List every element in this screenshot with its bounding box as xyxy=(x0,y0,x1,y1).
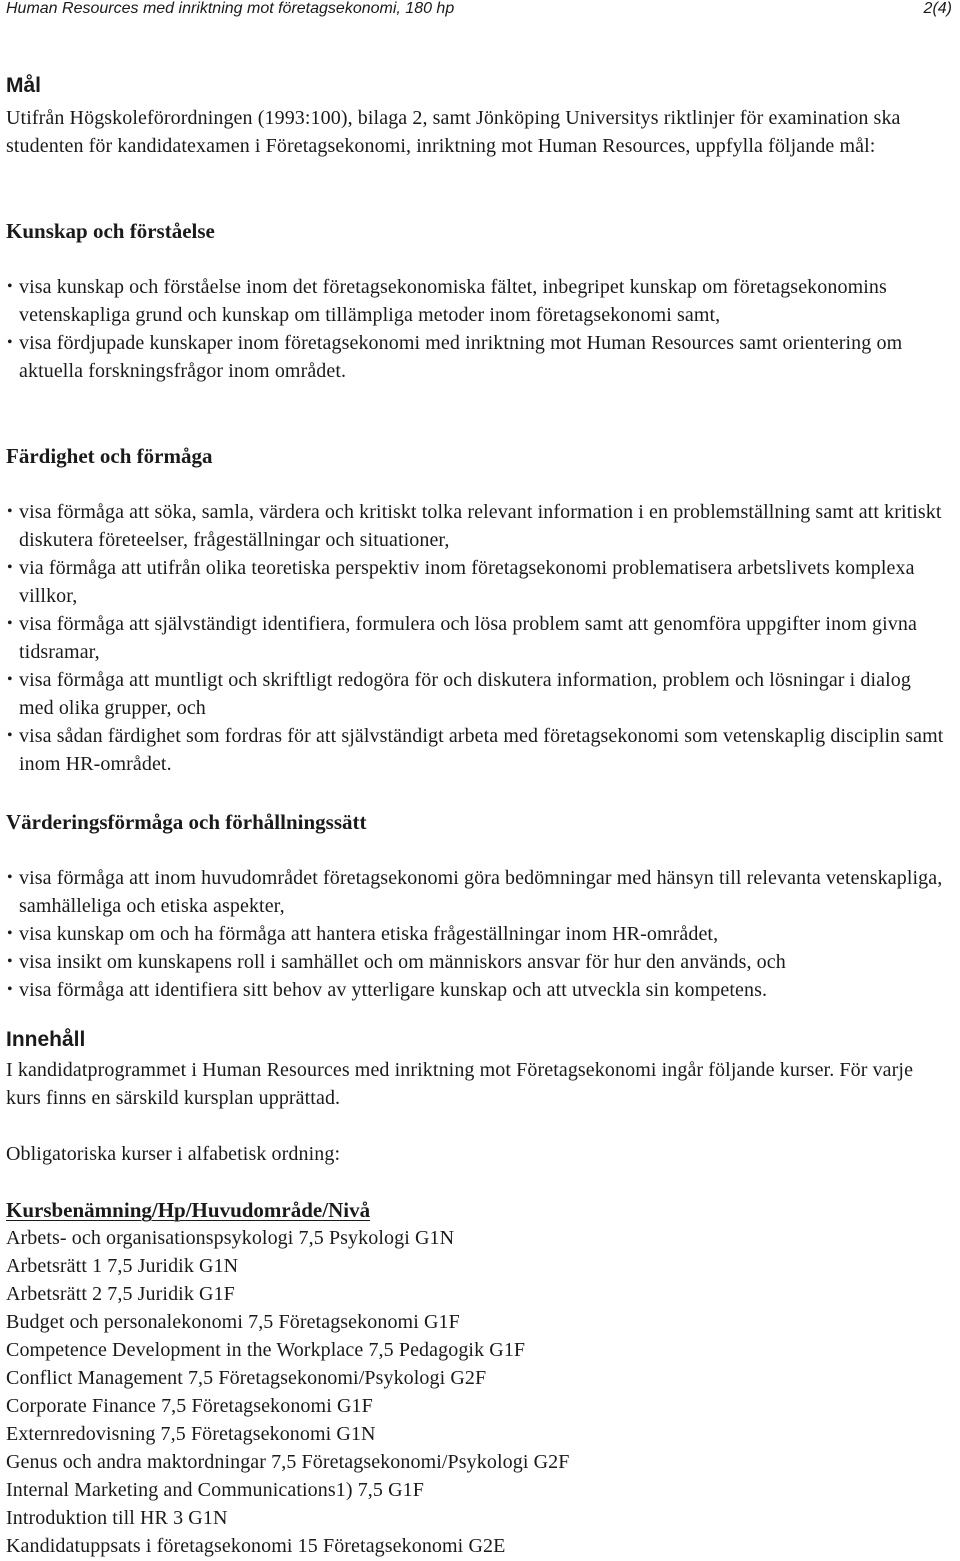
list-item-text: visa förmåga att muntligt och skriftligt redogöra för och diskutera information, problem och lösningar i dialog med olika grupper, och xyxy=(19,669,911,719)
mal-intro: Utifrån Högskoleförordningen (1993:100), bilaga 2, samt Jönköping Universitys riktlinjer för examination ska studenten för kandidatexamen i Företagsekonomi, inriktning mot Human Resources, uppfylla följande mål: xyxy=(6,107,901,157)
bullet-icon: • xyxy=(7,869,13,886)
heading-fardighet: Färdighet och förmåga xyxy=(6,444,213,468)
list-item-text: via förmåga att utifrån olika teoretiska perspektiv inom företagsekonomi problematisera arbetslivets komplexa villkor, xyxy=(19,557,915,607)
course-list xyxy=(6,1224,950,1560)
list-item-text: visa fördjupade kunskaper inom företagsekonomi med inriktning mot Human Resources samt orientering om aktuella forskningsfrågor inom området. xyxy=(19,332,903,382)
course-item: Arbets- och organisationspsykologi 7,5 Psykologi G1N xyxy=(6,1227,455,1249)
list-item-text: visa förmåga att självständigt identifiera, formulera och lösa problem samt att genomföra uppgifter inom givna tidsramar, xyxy=(19,613,917,663)
kunskap-list xyxy=(6,273,950,385)
course-item: Internal Marketing and Communications1) 7,5 G1F xyxy=(6,1479,424,1501)
heading-mal: Mål xyxy=(6,74,42,97)
page-number: 2(4) xyxy=(923,0,952,17)
bullet-icon: • xyxy=(7,334,13,351)
list-item xyxy=(6,948,956,976)
list-item-text: visa kunskap och förståelse inom det företagsekonomiska fältet, inbegripet kunskap om företagsekonomins vetenskapliga grund och kunskap om tillämpliga metoder inom företagsekonomi samt, xyxy=(19,276,887,326)
obligatoriska-label: Obligatoriska kurser i alfabetisk ordning: xyxy=(6,1143,341,1165)
course-item: Externredovisning 7,5 Företagsekonomi G1N xyxy=(6,1423,376,1445)
list-item xyxy=(6,976,956,1004)
bullet-icon: • xyxy=(7,615,13,632)
list-item-text: visa förmåga att identifiera sitt behov av ytterligare kunskap och att utveckla sin kompetens. xyxy=(19,979,768,1001)
bullet-icon: • xyxy=(7,278,13,295)
heading-vardering: Värderingsförmåga och förhållningssätt xyxy=(6,810,367,834)
course-table-heading: Kursbenämning/Hp/Huvudområde/Nivå xyxy=(6,1198,371,1222)
list-item xyxy=(6,722,950,778)
heading-innehall: Innehåll xyxy=(6,1028,86,1051)
list-item xyxy=(6,864,956,920)
list-item xyxy=(6,273,950,329)
list-item-text: visa förmåga att söka, samla, värdera och kritiskt tolka relevant information i en problemställning samt att kritiskt diskutera företeelser, frågeställningar och situationer, xyxy=(19,501,942,551)
course-item: Conflict Management 7,5 Företagsekonomi/Psykologi G2F xyxy=(6,1367,487,1389)
list-item xyxy=(6,920,956,948)
list-item xyxy=(6,498,950,554)
list-item-text: visa sådan färdighet som fordras för att självständigt arbeta med företagsekonomi som vetenskaplig disciplin samt inom HR-området. xyxy=(19,725,944,775)
course-item: Corporate Finance 7,5 Företagsekonomi G1F xyxy=(6,1395,373,1417)
bullet-icon: • xyxy=(7,953,13,970)
heading-kunskap: Kunskap och förståelse xyxy=(6,219,215,243)
innehall-intro: I kandidatprogrammet i Human Resources med inriktning mot Företagsekonomi ingår följande kurser. För varje kurs finns en särskild kursplan upprättad. xyxy=(6,1059,914,1109)
course-item: Arbetsrätt 1 7,5 Juridik G1N xyxy=(6,1255,239,1277)
vardering-list xyxy=(6,864,956,1004)
bullet-icon: • xyxy=(7,559,13,576)
course-item: Genus och andra maktordningar 7,5 Företagsekonomi/Psykologi G2F xyxy=(6,1451,570,1473)
header-title: Human Resources med inriktning mot företagsekonomi, 180 hp xyxy=(6,0,455,17)
bullet-icon: • xyxy=(7,727,13,744)
course-item: Arbetsrätt 2 7,5 Juridik G1F xyxy=(6,1283,235,1305)
fardighet-list xyxy=(6,498,950,778)
course-item: Budget och personalekonomi 7,5 Företagsekonomi G1F xyxy=(6,1311,460,1333)
page-header xyxy=(6,0,952,20)
list-item-text: visa kunskap om och ha förmåga att hantera etiska frågeställningar inom HR-området, xyxy=(19,923,719,945)
bullet-icon: • xyxy=(7,503,13,520)
course-item: Competence Development in the Workplace 7,5 Pedagogik G1F xyxy=(6,1339,526,1361)
course-item: Kandidatuppsats i företagsekonomi 15 Företagsekonomi G2E xyxy=(6,1535,506,1557)
bullet-icon: • xyxy=(7,981,13,998)
list-item-text: visa insikt om kunskapens roll i samhället och om människors ansvar för hur den används, och xyxy=(19,951,786,973)
course-item: Introduktion till HR 3 G1N xyxy=(6,1507,228,1529)
list-item-text: visa förmåga att inom huvudområdet företagsekonomi göra bedömningar med hänsyn till relevanta vetenskapliga, samhälleliga och etiska aspekter, xyxy=(19,867,943,917)
list-item xyxy=(6,329,950,385)
bullet-icon: • xyxy=(7,925,13,942)
list-item xyxy=(6,610,950,666)
list-item xyxy=(6,554,950,610)
list-item xyxy=(6,666,950,722)
bullet-icon: • xyxy=(7,671,13,688)
